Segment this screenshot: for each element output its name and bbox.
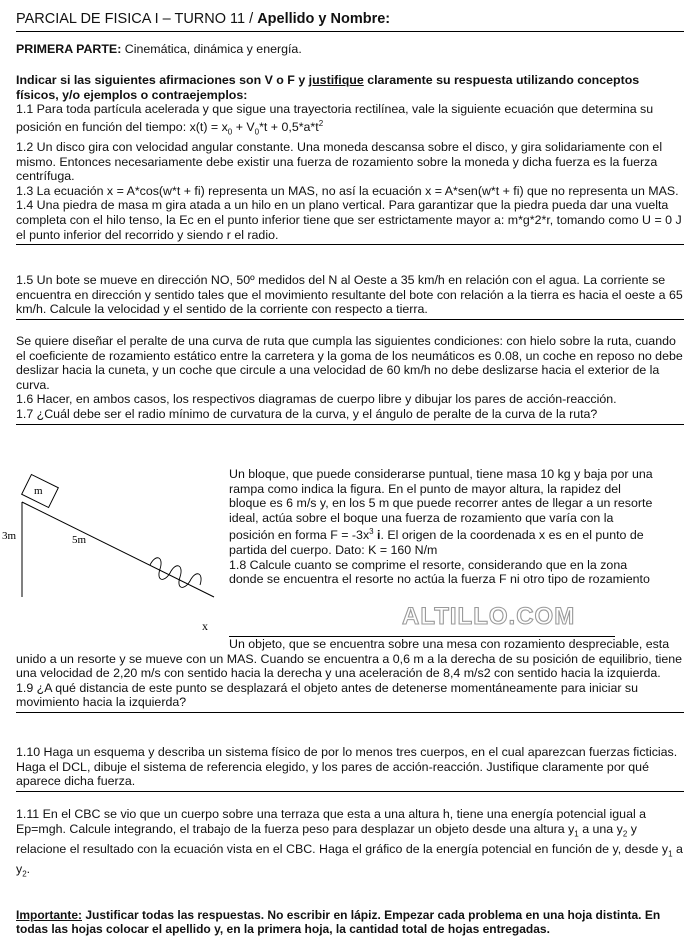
question-1-2: 1.2 Un disco gira con velocidad angular constante. Una moneda descansa sobre el disco, y gira solidariamente con el mismo. Entonces necesariamente debe existir una fuerza de rozamiento sobre la moneda y dicha fuerza es la fuerza centrífuga. — [16, 139, 663, 184]
notice-text: Justificar todas las respuestas. No escribir en lápiz. Empezar cada problema en una hoja distinta. En todas las hojas colocar el apellido y, en la primera hoja, la cantidad total de hojas entregadas. — [16, 908, 661, 936]
peralte-block — [16, 334, 684, 425]
question-1-7: 1.7 ¿Cuál debe ser el radio mínimo de curvatura de la curva, y el ángulo de peralte de la curva de la ruta? — [16, 406, 598, 421]
peralte-statement: Se quiere diseñar el peralte de una curva de ruta que cumpla las siguientes condiciones: con hielo sobre la ruta, cuando el coeficiente de rozamiento estático entre la carretera y la goma de los neumáticos es 0.08, un coche en reposo no debe deslizar hacia la cuneta, y un coche que circule a una velocidad de 60 km/h no debe deslizarse hacia el exterior de la curva. — [16, 334, 683, 392]
resorte-statement: Un objeto, que se encuentra sobre una mesa con rozamiento despreciable, esta unido a un resorte y se mueve con un MAS. Cuando se encuentra a 0,6 m a la derecha de su posición de equilibrio, tiene una velocidad de 2,20 m/s con sentido hacia la derecha y una aceleración de 8,4 m/s2 con sentido hacia la izquierda. — [16, 637, 683, 681]
name-field-label: Apellido y Nombre: — [257, 11, 391, 27]
resorte-block — [16, 637, 684, 713]
question-1-4: 1.4 Una piedra de masa m gira atada a un hilo en un plano vertical. Para garantizar que la piedra pueda dar una vuelta completa con el hilo tenso, la Ec en el punto inferior tiene que ser estrictamente mayor a: m*g*2*r, tomando como U = 0 J el punto inferior del recorrido y siendo r el radio. — [16, 198, 682, 242]
question-1-8: 1.8 Calcule cuanto se comprime el resorte, considerando que en la zona donde se encuentra el resorte no actúa la fuerza F ni otro tipo de rozamiento — [229, 557, 650, 587]
part-one-block — [16, 73, 684, 245]
question-1-1: 1.1 Para toda partícula acelerada y que sigue una trayectoria rectilínea, vale la siguiente ecuación que determina su posición en función del tiempo: $x(t) = x_0 + V_0*t + 0,5*a*t^2$ — [16, 102, 654, 137]
instructions: Indicar si las siguientes afirmaciones son V o F y justifique claramente su respuesta utilizando conceptos físicos, y/o ejemplos o contraejemplos: — [16, 73, 640, 102]
section-topic: Cinemática, dinámica y energía. — [121, 42, 302, 56]
question-1-9: 1.9 ¿A qué distancia de este punto se desplazará el objeto antes de detenerse momentáneamente para iniciar su movimiento hacia la izquierda? — [16, 680, 638, 710]
notice-label: Importante: — [16, 908, 82, 922]
question-1-5: 1.5 Un bote se mueve en dirección NO, 50º medidos del N al Oeste a 35 km/h en relación con el agua. La corriente se encuentra en dirección y sentido tales que el movimiento resultante del bote con relación a la tierra es hacia el oeste a 65 km/h. Calcule la velocidad y el sentido de la corriente con respecto a tierra. — [16, 273, 684, 320]
bloque-text: Un bloque, que puede considerarse puntual, tiene masa 10 kg y baja por una rampa como indica la figura. En el punto de mayor altura, la rapidez del bloque es 6 m/s y, en los 5 m que puede recorrer antes de llegar a un resorte ideal, actúa sobre el boque una fuerza de rozamiento que varía con la posición en forma $F = -3x^3$ i. El origen de la coordenada x es en el punto de partida del cuerpo. Dato: K = 160 N/m — [229, 467, 653, 558]
important-notice — [16, 908, 684, 936]
mass-label: m — [34, 485, 43, 497]
section-label: PRIMERA PARTE: — [16, 42, 122, 56]
length-label: 5m — [72, 534, 87, 546]
spring-icon — [150, 558, 201, 588]
question-1-3: 1.3 La ecuación x = A*cos(w*t + fi) representa un MAS, no así la ecuación x = A*sen(w*t + fi) que no representa un MAS. — [16, 183, 679, 198]
question-1-6: 1.6 Hacer, en ambos casos, los respectivos diagramas de cuerpo libre y dibujar los pares de acción-reacción. — [16, 392, 617, 407]
bloque-statement — [229, 467, 661, 587]
section-heading — [16, 42, 684, 57]
axis-x-label: x — [202, 619, 208, 633]
ramp-figure — [0, 465, 230, 635]
exam-title: PARCIAL DE FISICA I – TURNO 11 / — [16, 11, 258, 27]
question-1-11: 1.11 En el CBC se vio que un cuerpo sobre una terraza que esta a una altura h, tiene una energía potencial igual a Ep=mgh. Calcule integrando, el trabajo de la fuerza peso para desplazar un objeto desde una altura $y_1$ a una $y_2$ y relacione el resultado con la ecuación vista en el CBC. Haga el gráfico de la energía potencial en función de y, desde $y_1$ a $y_2$. — [16, 807, 683, 879]
question-1-10: 1.10 Haga un esquema y describa un sistema físico de por lo menos tres cuerpos, en el cual aparezcan fuerzas ficticias. Haga el DCL, dibuje el sistema de referencia elegido, y los pares de acción-reacción. Justifique claramente por qué aparece dicha fuerza. — [16, 745, 684, 792]
height-label: 3m — [2, 530, 17, 542]
exam-header — [16, 10, 684, 32]
watermark-logo: ALTILLO.COM — [402, 603, 576, 630]
